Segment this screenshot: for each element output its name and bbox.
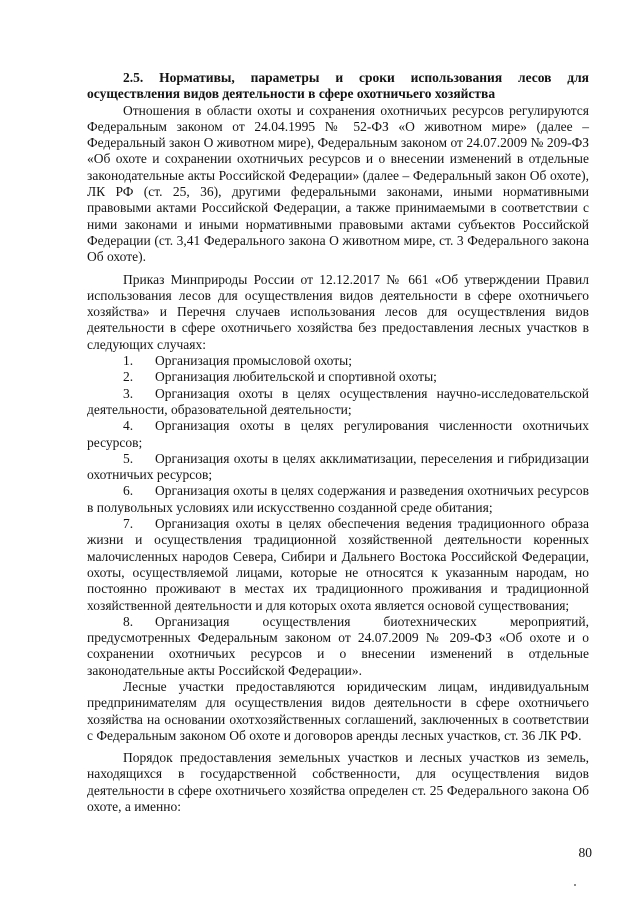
list-item-text: Организация охоты в целях акклиматизации, переселения и гибридизации охотничьих ресурсов; <box>87 450 589 483</box>
list-item-number: 8. <box>123 613 134 629</box>
list-item-text: Организация охоты в целях регулирования численности охотничьих ресурсов; <box>87 418 589 450</box>
list-item-text: Организация охоты в целях обеспечения ведения традиционного образа жизни и осуществления традиционной хозяйственной деятельности коренных малочисленных народов Севера, Сибири и Дальнего Востока Российской Федерации, охоты, осуществляемой лицами, которые не относятся к указанным народам, но постоянно проживают в местах их традиционного проживания и традиционной хозяйственной деятельности и для которых охота является основой существования; <box>87 516 589 613</box>
section-heading: 2.5. Нормативы, параметры и сроки использования лесов для осуществления видов деятельности в сфере охотничьего хозяйства <box>87 70 589 102</box>
list-item <box>87 516 589 614</box>
list-item-number: 3. <box>123 385 134 401</box>
list-item-text: Организация охоты в целях содержания и разведения охотничьих ресурсов в полувольных условиях или искусственно созданной среде обитания; <box>87 483 589 515</box>
list-item-text: Организация промысловой охоты; <box>155 353 352 369</box>
list-item <box>87 386 589 419</box>
list-item-text: Организация охоты в целях осуществления научно-исследовательской деятельности, образовательной деятельности; <box>87 385 589 417</box>
list-item <box>87 353 589 369</box>
list-item-text: Организация любительской и спортивной охоты; <box>155 369 437 385</box>
list-item-number: 1. <box>123 353 134 369</box>
list-item <box>87 369 589 385</box>
list-item <box>87 483 589 516</box>
list-item-number: 5. <box>123 450 134 466</box>
list-item-text: Организация осуществления биотехнических мероприятий, предусмотренных Федеральным законом от 24.07.2009 № 209-ФЗ «Об охоте и о сохранении охотничьих ресурсов и о внесении изменений в отдельные законодательные акты Российской Федерации». <box>87 613 589 678</box>
paragraph-legal-basis: Отношения в области охоты и сохранения охотничьих ресурсов регулируются Федеральным законом от 24.04.1995 № 52-ФЗ «О животном мире» (далее – Федеральный закон О животном мире), Федеральным законом от 24.07.2009 № 209-ФЗ «Об охоте и сохранении охотничьих ресурсов и о внесении изменений в отдельные законодательные акты Российской Федерации» (далее – Федеральный закон Об охоте), ЛК РФ (ст. 25, 36), другими федеральными законами, иными нормативными правовыми актами Российской Федерации, а также принимаемыми в соответствии с ними законами и иными нормативными правовыми актами субъектов Российской Федерации (ст. 3,41 Федерального закона О животном мире, ст. 3 Федерального закона Об охоте). <box>87 102 589 265</box>
list-item-number: 2. <box>123 369 134 385</box>
list-item-number: 7. <box>123 516 134 532</box>
page-number: 80 <box>578 845 592 860</box>
list-item-number: 6. <box>123 483 134 499</box>
paragraph-order-661: Приказ Минприроды России от 12.12.2017 № 661 «Об утверждении Правил использования лесов для осуществления видов деятельности в сфере охотничьего хозяйства» и Перечня случаев использования лесов для осуществления видов деятельности в сфере охотничьего хозяйства без предоставления лесных участков в следующих случаях: <box>87 271 589 352</box>
page-content <box>87 70 589 815</box>
list-item-number: 4. <box>123 418 134 434</box>
cases-list <box>87 353 589 679</box>
scan-speck <box>574 884 576 886</box>
list-item <box>87 451 589 484</box>
paragraph-procedure: Порядок предоставления земельных участков и лесных участков из земель, находящихся в государственной собственности, для осуществления видов деятельности в сфере охотничьего хозяйства определен ст. 25 Федерального закона Об охоте, а именно: <box>87 750 589 815</box>
list-item <box>87 418 589 451</box>
paragraph-land-plots: Лесные участки предоставляются юридическим лицам, индивидуальным предпринимателям для осуществления видов деятельности в сфере охотничьего хозяйства на основании охотхозяйственных соглашений, заключенных в соответствии с Федеральным законом Об охоте и договоров аренды лесных участков, ст. 36 ЛК РФ. <box>87 678 589 743</box>
list-item <box>87 614 589 679</box>
